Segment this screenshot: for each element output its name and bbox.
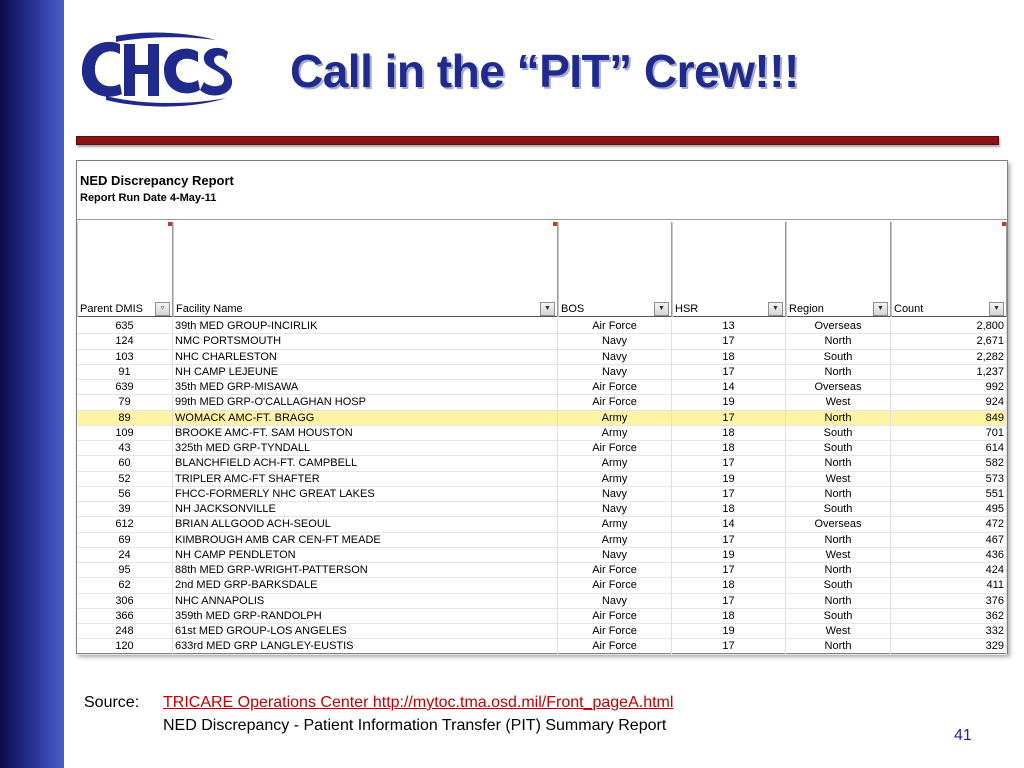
- source-label: Source:: [84, 694, 140, 711]
- spreadsheet-report: [76, 160, 1008, 654]
- cell-region[interactable]: North: [786, 487, 891, 502]
- chcs-logo: [76, 30, 234, 112]
- cell-parent-dmis[interactable]: 52: [77, 472, 173, 487]
- table-row[interactable]: [77, 533, 1007, 548]
- table-row[interactable]: [77, 517, 1007, 532]
- cell-parent-dmis[interactable]: 95: [77, 563, 173, 578]
- cell-hsr[interactable]: 19: [672, 624, 786, 639]
- cell-region[interactable]: North: [786, 456, 891, 471]
- cell-count[interactable]: 467: [891, 533, 1007, 548]
- cell-region[interactable]: North: [786, 411, 891, 426]
- slide-side-bar: [0, 0, 64, 768]
- filter-dropdown-icon[interactable]: ▼: [540, 302, 555, 316]
- table-row[interactable]: [77, 365, 1007, 380]
- column-label: Region: [789, 303, 824, 315]
- cell-count[interactable]: 424: [891, 563, 1007, 578]
- cell-region[interactable]: North: [786, 533, 891, 548]
- column-label: Parent DMIS: [80, 303, 143, 315]
- cell-facility-name[interactable]: 88th MED GRP-WRIGHT-PATTERSON: [173, 563, 558, 578]
- cell-hsr[interactable]: 17: [672, 365, 786, 380]
- cell-facility-name[interactable]: NH CAMP PENDLETON: [173, 548, 558, 563]
- cell-bos[interactable]: Air Force: [558, 639, 672, 654]
- comment-marker-icon: [168, 222, 172, 226]
- title-divider: [76, 136, 999, 145]
- cell-count[interactable]: 1,237: [891, 365, 1007, 380]
- cell-count[interactable]: 992: [891, 380, 1007, 395]
- table-row[interactable]: [77, 594, 1007, 609]
- cell-count[interactable]: 436: [891, 548, 1007, 563]
- cell-bos[interactable]: Air Force: [558, 319, 672, 334]
- cell-parent-dmis[interactable]: 43: [77, 441, 173, 456]
- filter-active-icon[interactable]: ▿: [155, 302, 170, 316]
- cell-hsr[interactable]: 17: [672, 594, 786, 609]
- cell-hsr[interactable]: 17: [672, 639, 786, 654]
- cell-hsr[interactable]: 18: [672, 502, 786, 517]
- cell-region[interactable]: North: [786, 563, 891, 578]
- cell-bos[interactable]: Navy: [558, 334, 672, 349]
- cell-facility-name[interactable]: KIMBROUGH AMB CAR CEN-FT MEADE: [173, 533, 558, 548]
- report-header: [77, 161, 1007, 220]
- cell-facility-name[interactable]: NHC CHARLESTON: [173, 350, 558, 365]
- table-row[interactable]: [77, 334, 1007, 349]
- cell-region[interactable]: West: [786, 395, 891, 410]
- table-row[interactable]: [77, 319, 1007, 334]
- table-row[interactable]: [77, 609, 1007, 624]
- cell-bos[interactable]: Navy: [558, 350, 672, 365]
- cell-parent-dmis[interactable]: 103: [77, 350, 173, 365]
- cell-count[interactable]: 472: [891, 517, 1007, 532]
- cell-facility-name[interactable]: 359th MED GRP-RANDOLPH: [173, 609, 558, 624]
- column-header-count: [891, 222, 1007, 317]
- cell-count[interactable]: 849: [891, 411, 1007, 426]
- cell-region[interactable]: Overseas: [786, 380, 891, 395]
- cell-parent-dmis[interactable]: 124: [77, 334, 173, 349]
- cell-facility-name[interactable]: BLANCHFIELD ACH-FT. CAMPBELL: [173, 456, 558, 471]
- report-run-date: Report Run Date 4-May-11: [80, 192, 217, 204]
- cell-hsr[interactable]: 17: [672, 563, 786, 578]
- cell-region[interactable]: Overseas: [786, 517, 891, 532]
- cell-count[interactable]: 551: [891, 487, 1007, 502]
- cell-hsr[interactable]: 18: [672, 350, 786, 365]
- cell-bos[interactable]: Air Force: [558, 609, 672, 624]
- cell-facility-name[interactable]: 35th MED GRP-MISAWA: [173, 380, 558, 395]
- cell-bos[interactable]: Air Force: [558, 578, 672, 593]
- cell-hsr[interactable]: 17: [672, 411, 786, 426]
- cell-count[interactable]: 573: [891, 472, 1007, 487]
- cell-parent-dmis[interactable]: 248: [77, 624, 173, 639]
- cell-facility-name[interactable]: NHC ANNAPOLIS: [173, 594, 558, 609]
- cell-parent-dmis[interactable]: 91: [77, 365, 173, 380]
- table-row[interactable]: [77, 380, 1007, 395]
- column-header-region: [786, 222, 891, 317]
- cell-facility-name[interactable]: 2nd MED GRP-BARKSDALE: [173, 578, 558, 593]
- cell-region[interactable]: South: [786, 502, 891, 517]
- cell-parent-dmis[interactable]: 89: [77, 411, 173, 426]
- table-row[interactable]: [77, 578, 1007, 593]
- column-header-bos: [558, 222, 672, 317]
- cell-facility-name[interactable]: 633rd MED GRP LANGLEY-EUSTIS: [173, 639, 558, 654]
- cell-parent-dmis[interactable]: 366: [77, 609, 173, 624]
- cell-count[interactable]: 2,282: [891, 350, 1007, 365]
- cell-hsr[interactable]: 14: [672, 517, 786, 532]
- cell-region[interactable]: North: [786, 334, 891, 349]
- cell-count[interactable]: 924: [891, 395, 1007, 410]
- cell-hsr[interactable]: 18: [672, 578, 786, 593]
- column-header-parent-dmis: [77, 222, 173, 317]
- cell-region[interactable]: West: [786, 548, 891, 563]
- cell-parent-dmis[interactable]: 612: [77, 517, 173, 532]
- cell-bos[interactable]: Air Force: [558, 395, 672, 410]
- slide-title: Call in the “PIT” Crew!!!: [290, 45, 799, 97]
- report-title: NED Discrepancy Report: [80, 173, 234, 188]
- cell-hsr[interactable]: 13: [672, 319, 786, 334]
- cell-count[interactable]: 411: [891, 578, 1007, 593]
- cell-bos[interactable]: Navy: [558, 502, 672, 517]
- cell-bos[interactable]: Navy: [558, 365, 672, 380]
- cell-facility-name[interactable]: 99th MED GRP-O'CALLAGHAN HOSP: [173, 395, 558, 410]
- cell-facility-name[interactable]: NH JACKSONVILLE: [173, 502, 558, 517]
- report-table-body: [77, 319, 1007, 655]
- table-row[interactable]: [77, 426, 1007, 441]
- cell-parent-dmis[interactable]: 79: [77, 395, 173, 410]
- table-row[interactable]: [77, 639, 1007, 654]
- cell-parent-dmis[interactable]: 56: [77, 487, 173, 502]
- cell-parent-dmis[interactable]: 635: [77, 319, 173, 334]
- cell-hsr[interactable]: 18: [672, 441, 786, 456]
- cell-hsr[interactable]: 17: [672, 334, 786, 349]
- table-row[interactable]: [77, 411, 1007, 426]
- cell-hsr[interactable]: 19: [672, 472, 786, 487]
- table-row[interactable]: [77, 487, 1007, 502]
- table-row[interactable]: [77, 502, 1007, 517]
- table-row[interactable]: [77, 548, 1007, 563]
- comment-marker-icon: [1002, 222, 1006, 226]
- cell-count[interactable]: 376: [891, 594, 1007, 609]
- cell-facility-name[interactable]: NH CAMP LEJEUNE: [173, 365, 558, 380]
- cell-parent-dmis[interactable]: 120: [77, 639, 173, 654]
- cell-region[interactable]: North: [786, 594, 891, 609]
- cell-bos[interactable]: Army: [558, 517, 672, 532]
- cell-hsr[interactable]: 17: [672, 533, 786, 548]
- comment-marker-icon: [553, 222, 557, 226]
- cell-bos[interactable]: Air Force: [558, 624, 672, 639]
- cell-region[interactable]: North: [786, 639, 891, 654]
- column-header-row: [77, 222, 1007, 317]
- cell-bos[interactable]: Army: [558, 472, 672, 487]
- cell-facility-name[interactable]: 39th MED GROUP-INCIRLIK: [173, 319, 558, 334]
- table-row[interactable]: [77, 350, 1007, 365]
- column-header-hsr: [672, 222, 786, 317]
- column-label: Facility Name: [176, 303, 243, 315]
- column-label: Count: [894, 303, 924, 315]
- cell-bos[interactable]: Army: [558, 533, 672, 548]
- cell-facility-name[interactable]: BROOKE AMC-FT. SAM HOUSTON: [173, 426, 558, 441]
- cell-count[interactable]: 332: [891, 624, 1007, 639]
- cell-region[interactable]: South: [786, 609, 891, 624]
- cell-hsr[interactable]: 19: [672, 548, 786, 563]
- cell-parent-dmis[interactable]: 69: [77, 533, 173, 548]
- cell-facility-name[interactable]: NMC PORTSMOUTH: [173, 334, 558, 349]
- cell-region[interactable]: South: [786, 578, 891, 593]
- cell-region[interactable]: West: [786, 624, 891, 639]
- column-label: BOS: [561, 303, 585, 315]
- cell-count[interactable]: 582: [891, 456, 1007, 471]
- cell-hsr[interactable]: 18: [672, 609, 786, 624]
- filter-dropdown-icon[interactable]: ▼: [768, 302, 783, 316]
- cell-hsr[interactable]: 17: [672, 487, 786, 502]
- source-link[interactable]: TRICARE Operations Center http://mytoc.tma.osd.mil/Front_pageA.html: [163, 694, 674, 711]
- cell-facility-name[interactable]: FHCC-FORMERLY NHC GREAT LAKES: [173, 487, 558, 502]
- cell-region[interactable]: North: [786, 365, 891, 380]
- cell-parent-dmis[interactable]: 60: [77, 456, 173, 471]
- page-number: 41: [954, 727, 972, 744]
- filter-dropdown-icon[interactable]: ▼: [989, 302, 1004, 316]
- cell-bos[interactable]: Air Force: [558, 380, 672, 395]
- table-row[interactable]: [77, 395, 1007, 410]
- cell-facility-name[interactable]: WOMACK AMC-FT. BRAGG: [173, 411, 558, 426]
- cell-count[interactable]: 2,800: [891, 319, 1007, 334]
- cell-count[interactable]: 701: [891, 426, 1007, 441]
- cell-hsr[interactable]: 18: [672, 426, 786, 441]
- cell-facility-name[interactable]: 61st MED GROUP-LOS ANGELES: [173, 624, 558, 639]
- cell-bos[interactable]: Army: [558, 426, 672, 441]
- cell-facility-name[interactable]: 325th MED GRP-TYNDALL: [173, 441, 558, 456]
- table-row[interactable]: [77, 563, 1007, 578]
- cell-region[interactable]: Overseas: [786, 319, 891, 334]
- cell-bos[interactable]: Navy: [558, 487, 672, 502]
- column-label: HSR: [675, 303, 699, 315]
- filter-dropdown-icon[interactable]: ▼: [873, 302, 888, 316]
- cell-facility-name[interactable]: TRIPLER AMC-FT SHAFTER: [173, 472, 558, 487]
- cell-parent-dmis[interactable]: 639: [77, 380, 173, 395]
- cell-parent-dmis[interactable]: 24: [77, 548, 173, 563]
- table-row[interactable]: [77, 456, 1007, 471]
- cell-facility-name[interactable]: BRIAN ALLGOOD ACH-SEOUL: [173, 517, 558, 532]
- cell-count[interactable]: 614: [891, 441, 1007, 456]
- cell-count[interactable]: 362: [891, 609, 1007, 624]
- cell-region[interactable]: South: [786, 426, 891, 441]
- filter-dropdown-icon[interactable]: ▼: [654, 302, 669, 316]
- cell-parent-dmis[interactable]: 62: [77, 578, 173, 593]
- cell-region[interactable]: West: [786, 472, 891, 487]
- cell-parent-dmis[interactable]: 306: [77, 594, 173, 609]
- cell-region[interactable]: South: [786, 350, 891, 365]
- cell-hsr[interactable]: 14: [672, 380, 786, 395]
- cell-parent-dmis[interactable]: 39: [77, 502, 173, 517]
- table-row[interactable]: [77, 441, 1007, 456]
- cell-hsr[interactable]: 17: [672, 456, 786, 471]
- cell-parent-dmis[interactable]: 109: [77, 426, 173, 441]
- cell-bos[interactable]: Air Force: [558, 441, 672, 456]
- cell-bos[interactable]: Army: [558, 456, 672, 471]
- cell-count[interactable]: 329: [891, 639, 1007, 654]
- cell-hsr[interactable]: 19: [672, 395, 786, 410]
- cell-bos[interactable]: Army: [558, 411, 672, 426]
- cell-count[interactable]: 2,671: [891, 334, 1007, 349]
- cell-count[interactable]: 495: [891, 502, 1007, 517]
- cell-bos[interactable]: Air Force: [558, 563, 672, 578]
- cell-bos[interactable]: Navy: [558, 548, 672, 563]
- cell-region[interactable]: South: [786, 441, 891, 456]
- table-row[interactable]: [77, 624, 1007, 639]
- column-header-facility-name: [173, 222, 558, 317]
- cell-bos[interactable]: Navy: [558, 594, 672, 609]
- source-description: NED Discrepancy - Patient Information Transfer (PIT) Summary Report: [163, 717, 667, 734]
- table-row[interactable]: [77, 472, 1007, 487]
